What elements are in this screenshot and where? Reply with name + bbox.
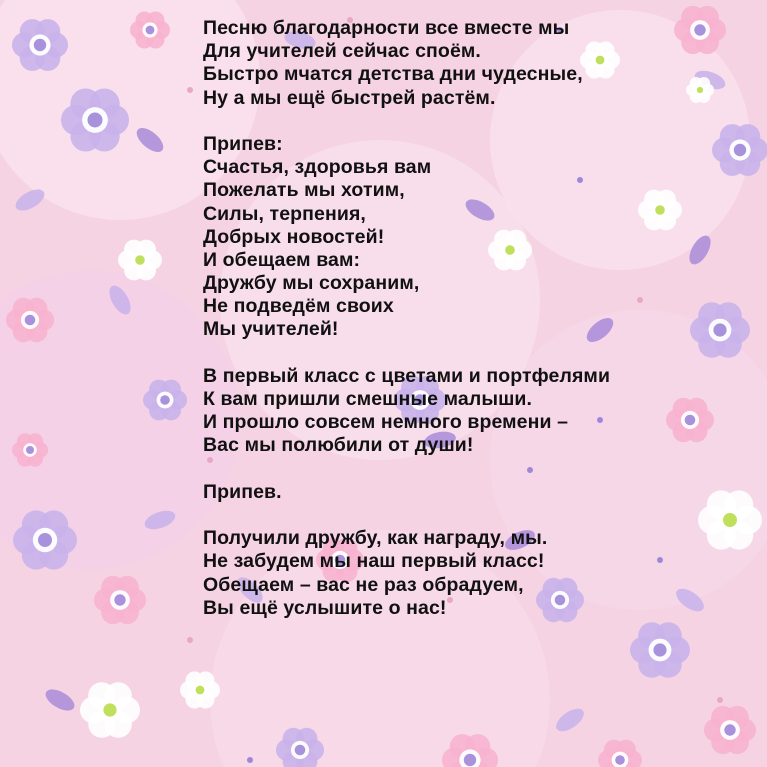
poem-line: И обещаем вам:: [203, 248, 361, 271]
poem-line: Вы ещё услышите о нас!: [203, 596, 447, 619]
dot-icon: [717, 697, 723, 703]
flower-icon: [704, 706, 756, 754]
flower-icon: [80, 682, 140, 738]
poem-line: К вам пришли смешные малыши.: [203, 388, 533, 410]
poem-line: Для учителей сейчас споём.: [203, 40, 481, 63]
poem-line: Ну а мы ещё быстрей растём.: [203, 86, 496, 109]
poem-line: Быстро мчатся детства дни чудесные,: [203, 63, 583, 86]
poem-line: Счастья, здоровья вам: [203, 156, 432, 179]
poem-line: Добрых новостей!: [203, 225, 385, 248]
stanza-chorus: [203, 133, 723, 342]
stanza-1: [203, 17, 723, 110]
stanza-2: [203, 365, 723, 458]
dot-icon: [187, 87, 193, 93]
poem-line: Силы, терпения,: [203, 202, 366, 225]
leaf-icon: [552, 704, 587, 735]
stanza-chorus-repeat: [203, 481, 723, 504]
chorus-heading: Припев.: [203, 480, 282, 503]
poem-line: Не подведём своих: [203, 295, 394, 318]
flower-icon: [94, 576, 146, 624]
poem-line: Получили дружбу, как награду, мы.: [203, 527, 548, 550]
dot-icon: [247, 757, 253, 763]
poem-line: Мы учителей!: [203, 318, 339, 341]
poem-line: Обещаем – вас не раз обрадуем,: [203, 573, 524, 596]
poem-line: И прошло совсем немного времени –: [203, 411, 569, 434]
poem-line: Вас мы полюбили от души!: [203, 434, 474, 457]
poem-line: Песню благодарности все вместе мы: [203, 17, 570, 39]
poem-line: Не забудем мы наш первый класс!: [203, 550, 545, 573]
leaf-icon: [42, 685, 78, 715]
flower-icon: [598, 740, 642, 767]
poem-line: В первый класс с цветами и портфелями: [203, 364, 611, 387]
poem-text: [203, 17, 723, 643]
poem-line: Дружбу мы сохраним,: [203, 272, 420, 295]
chorus-heading: Припев:: [203, 132, 283, 155]
stanza-3: [203, 527, 723, 620]
poem-line: Пожелать мы хотим,: [203, 179, 405, 202]
dot-icon: [187, 637, 193, 643]
